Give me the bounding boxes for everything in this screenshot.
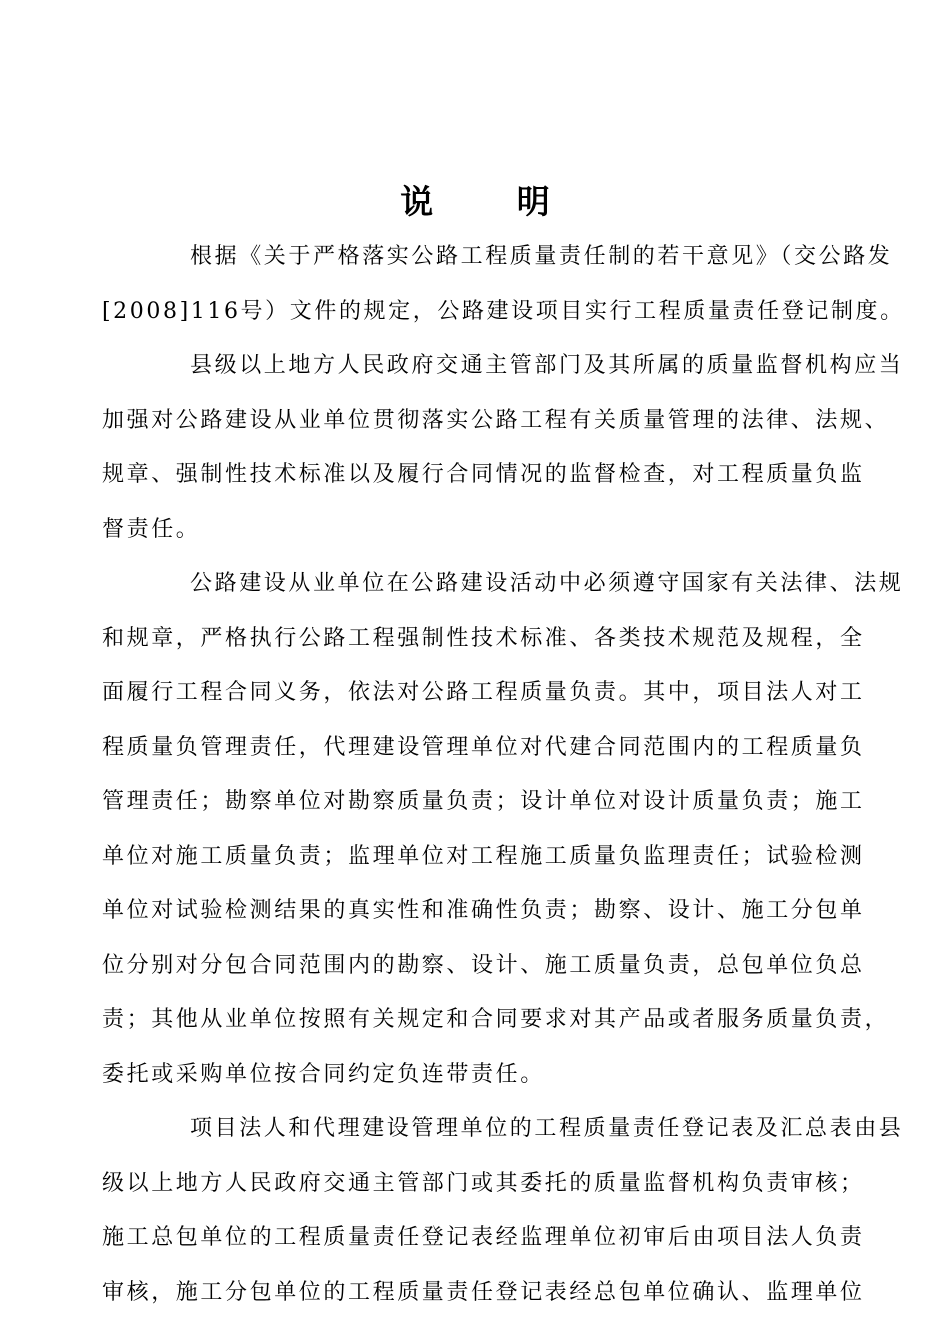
text-line: 督责任。	[102, 516, 201, 542]
text-line: 单位对试验检测结果的真实性和准确性负责；勘察、设计、施工分包单	[102, 898, 865, 923]
text-line: 管理责任；勘察单位对勘察质量负责；设计单位对设计质量负责；施工	[102, 789, 865, 814]
paragraph-4	[102, 1102, 904, 1320]
document-body	[102, 230, 905, 1320]
text-line: 单位对施工质量负责；监理单位对工程施工质量负监理责任；试验检测	[102, 843, 865, 869]
paragraph-3	[102, 557, 904, 1102]
text-line: 面履行工程合同义务，依法对公路工程质量负责。其中，项目法人对工	[102, 680, 865, 705]
text-line: 程质量负管理责任，代理建设管理单位对代建合同范围内的工程质量负	[102, 734, 865, 760]
text-line: 施工总包单位的工程质量责任登记表经监理单位初审后由项目法人负责	[102, 1225, 865, 1250]
text-line: 加强对公路建设从业单位贯彻落实公路工程有关质量管理的法律、法规、	[102, 407, 890, 433]
paragraph-1	[102, 230, 905, 339]
page-title: 说 明	[400, 182, 586, 221]
text-line: 和规章，严格执行公路工程强制性技术标准、各类技术规范及规程，全	[102, 625, 865, 651]
text-line: [2008]116号）文件的规定，公路建设项目实行工程质量责任登记制度。	[102, 298, 905, 324]
text-line: 责；其他从业单位按照有关规定和合同要求对其产品或者服务质量负责，	[102, 1007, 890, 1032]
text-line: 位分别对分包合同范围内的勘察、设计、施工质量负责，总包单位负总	[102, 952, 865, 978]
text-line: 公路建设从业单位在公路建设活动中必须遵守国家有关法律、法规	[190, 571, 904, 596]
text-line: 项目法人和代理建设管理单位的工程质量责任登记表及汇总表由县	[190, 1116, 904, 1141]
text-line: 级以上地方人民政府交通主管部门或其委托的质量监督机构负责审核；	[102, 1170, 865, 1196]
text-line: 根据《关于严格落实公路工程质量责任制的若干意见》（交公路发	[190, 244, 893, 269]
paragraph-2	[102, 339, 904, 557]
text-line: 规章、强制性技术标准以及履行合同情况的监督检查，对工程质量负监	[102, 462, 865, 487]
text-line: 委托或采购单位按合同约定负连带责任。	[102, 1061, 545, 1087]
text-line: 县级以上地方人民政府交通主管部门及其所属的质量监督机构应当	[190, 353, 904, 378]
text-line: 审核，施工分包单位的工程质量责任登记表经总包单位确认、监理单位	[102, 1279, 865, 1305]
